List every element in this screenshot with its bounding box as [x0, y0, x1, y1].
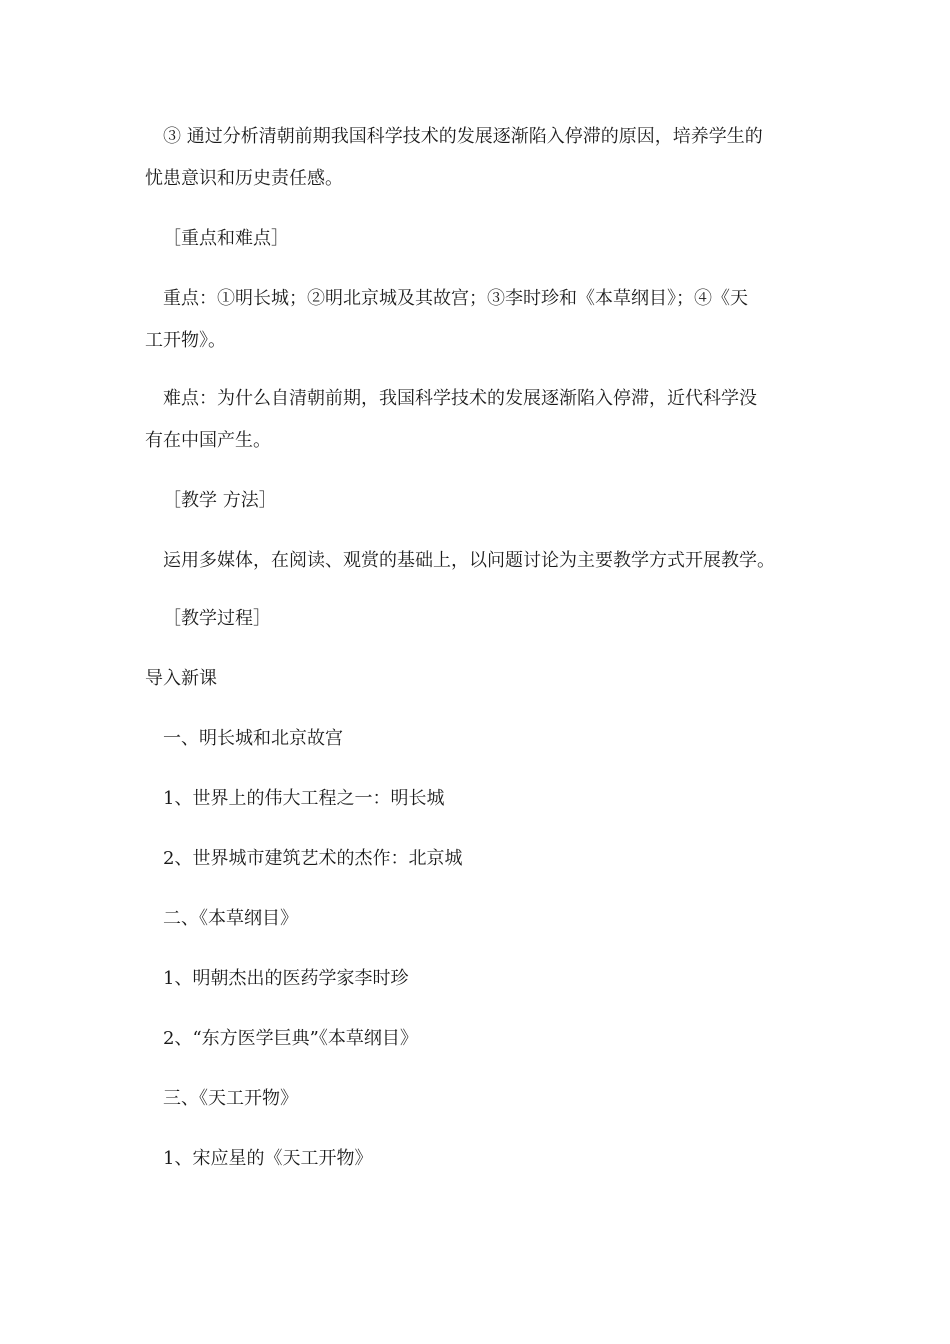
key-points-line-continued: 工开物》。 — [145, 330, 226, 351]
part-one-item-2: 2、世界城市建筑艺术的杰作：北京城 — [163, 848, 463, 869]
part-two-heading: 二、《本草纲目》 — [163, 908, 298, 929]
key-points-line: 重点：①明长城；②明北京城及其故宫；③李时珍和《本草纲目》；④《天 — [163, 288, 748, 309]
intro-heading: 导入新课 — [145, 668, 217, 689]
part-two-item-1: 1、明朝杰出的医药学家李时珍 — [163, 968, 409, 989]
difficulty-line: 难点：为什么自清朝前期，我国科学技术的发展逐渐陷入停滞，近代科学没 — [163, 388, 757, 409]
section-heading-teaching-process: ［教学过程］ — [163, 608, 271, 629]
difficulty-line-continued: 有在中国产生。 — [145, 430, 271, 451]
part-three-heading: 三、《天工开物》 — [163, 1088, 298, 1109]
teaching-method-line: 运用多媒体，在阅读、观赏的基础上，以问题讨论为主要教学方式开展教学。 — [163, 550, 775, 571]
section-heading-teaching-method: ［教学 方法］ — [163, 490, 277, 511]
part-two-item-2: 2、“东方医学巨典”《本草纲目》 — [163, 1028, 418, 1049]
part-three-item-1: 1、宋应星的《天工开物》 — [163, 1148, 373, 1169]
section-heading-key-points: ［重点和难点］ — [163, 228, 289, 249]
objective-line-3: ③ 通过分析清朝前期我国科学技术的发展逐渐陷入停滞的原因，培养学生的 — [163, 126, 763, 147]
objective-line-3-continued: 忧患意识和历史责任感。 — [145, 168, 343, 189]
part-one-heading: 一、明长城和北京故宫 — [163, 728, 343, 749]
part-one-item-1: 1、世界上的伟大工程之一：明长城 — [163, 788, 445, 809]
